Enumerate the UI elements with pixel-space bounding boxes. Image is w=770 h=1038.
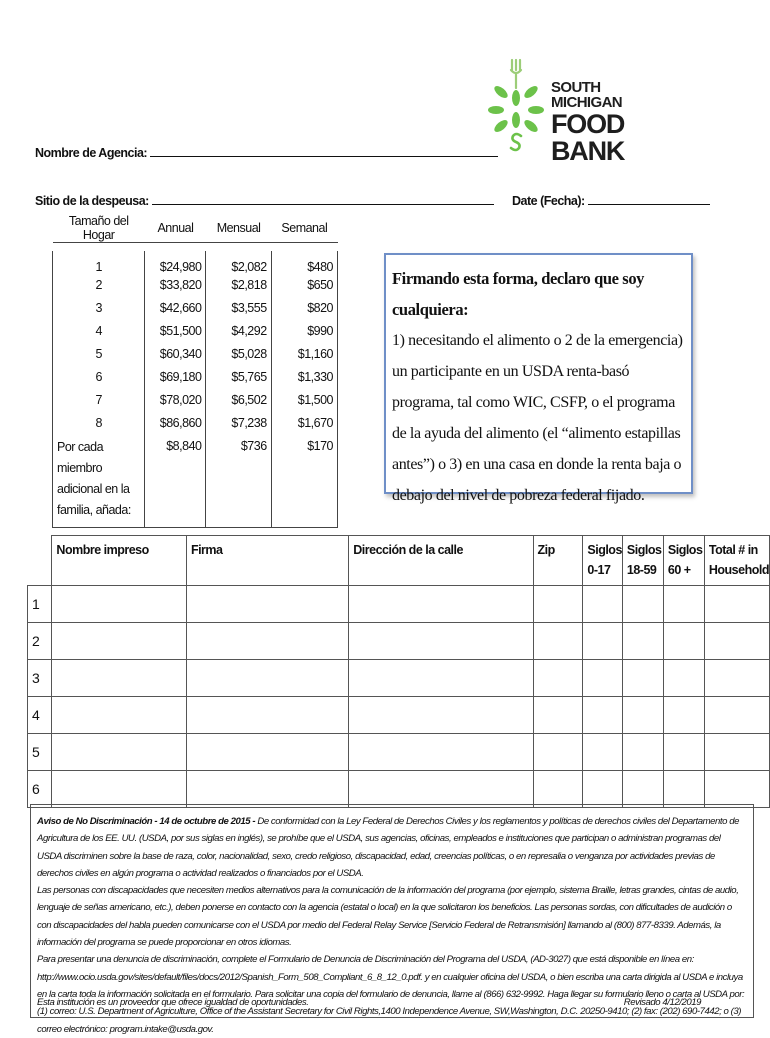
additional-annual: $8,840: [145, 437, 206, 528]
notice-lead: Aviso de No Discriminación - 14 de octubre de 2015 -: [37, 816, 256, 827]
household-total-cell[interactable]: [704, 660, 769, 697]
signature-cell[interactable]: [186, 660, 348, 697]
weekly-value: $820: [271, 299, 337, 322]
printed-name-cell[interactable]: [52, 623, 187, 660]
ages-60-plus-cell[interactable]: [663, 734, 704, 771]
table-row: [53, 276, 338, 299]
ages-0-17-cell[interactable]: [583, 697, 623, 734]
table-row: [53, 251, 338, 276]
printed-name-cell[interactable]: [52, 734, 187, 771]
ages-18-59-cell[interactable]: [622, 771, 663, 808]
row-number: 5: [28, 734, 52, 771]
weekly-value: $1,500: [271, 391, 337, 414]
pantry-site-label: Sitio de la despeusa:: [35, 194, 149, 208]
address-cell[interactable]: [349, 771, 533, 808]
ages-0-17-cell[interactable]: [583, 623, 623, 660]
table-row: [53, 414, 338, 437]
annual-value: $33,820: [145, 276, 206, 299]
annual-value: $51,500: [145, 322, 206, 345]
row-number: 3: [28, 660, 52, 697]
zip-cell[interactable]: [533, 697, 583, 734]
monthly-value: $5,765: [206, 368, 271, 391]
additional-weekly: $170: [271, 437, 337, 528]
zip-cell[interactable]: [533, 623, 583, 660]
agency-name-field: [35, 145, 498, 160]
household-size: 8: [53, 414, 145, 437]
non-discrimination-notice: [30, 804, 754, 1035]
table-row: [28, 586, 770, 623]
declaration-box: [384, 253, 693, 504]
zip-cell[interactable]: [533, 771, 583, 808]
household-total-cell[interactable]: [704, 771, 769, 808]
signature-cell[interactable]: [186, 623, 348, 660]
weekly-value: $480: [271, 251, 337, 276]
table-row: [53, 391, 338, 414]
table-row: [53, 368, 338, 391]
row-number-header: [28, 536, 52, 586]
ages-18-59-cell[interactable]: [622, 697, 663, 734]
household-total-cell[interactable]: [704, 623, 769, 660]
table-row: [28, 660, 770, 697]
zip-cell[interactable]: [533, 586, 583, 623]
agency-name-blank[interactable]: [150, 145, 498, 157]
logo-line-1: SOUTH MICHIGAN: [551, 79, 623, 111]
additional-member-row: [53, 437, 338, 528]
ages-0-17-cell[interactable]: [583, 734, 623, 771]
weekly-value: $1,160: [271, 345, 337, 368]
household-size: 4: [53, 322, 145, 345]
zip-cell[interactable]: [533, 660, 583, 697]
address-cell[interactable]: [349, 623, 533, 660]
annual-value: $42,660: [145, 299, 206, 322]
declaration-title: Firmando esta forma, declaro que soy cualquiera:: [392, 269, 645, 319]
monthly-value: $2,818: [206, 276, 271, 299]
household-total-header: Total # in Household: [704, 536, 769, 586]
income-guidelines-table: [52, 214, 338, 528]
weekly-value: $990: [271, 322, 337, 345]
ages-18-59-cell[interactable]: [622, 734, 663, 771]
weekly-value: $1,330: [271, 368, 337, 391]
income-header-row: [53, 214, 338, 243]
row-number: 4: [28, 697, 52, 734]
agency-name-label: Nombre de Agencia:: [35, 146, 148, 160]
printed-name-cell[interactable]: [52, 697, 187, 734]
address-cell[interactable]: [349, 697, 533, 734]
annual-value: $60,340: [145, 345, 206, 368]
logo-line-2: FOOD BANK: [551, 109, 625, 166]
pantry-site-field: [35, 193, 494, 208]
table-row: [28, 734, 770, 771]
address-cell[interactable]: [349, 586, 533, 623]
signature-cell[interactable]: [186, 771, 348, 808]
annual-value: $86,860: [145, 414, 206, 437]
additional-monthly: $736: [206, 437, 271, 528]
logo-mark-icon: [485, 58, 551, 158]
declaration-body: 1) necesitando el alimento o 2 de la emergencia) un participante en un USDA renta-basó programa, tal como WIC, CSFP, o el programa de la ayuda del alimento (el “alimento estapillas antes”) o 3) en una casa en donde la renta baja o debajo del nivel de pobreza federal fijado.: [392, 332, 683, 504]
household-size: 1: [53, 251, 145, 276]
date-blank[interactable]: [588, 193, 710, 205]
printed-name-cell[interactable]: [52, 660, 187, 697]
household-size: 7: [53, 391, 145, 414]
household-total-cell[interactable]: [704, 734, 769, 771]
household-size: 2: [53, 276, 145, 299]
pantry-site-blank[interactable]: [152, 193, 494, 205]
household-size: 6: [53, 368, 145, 391]
zip-cell[interactable]: [533, 734, 583, 771]
ages-0-17-cell[interactable]: [583, 771, 623, 808]
notice-paragraph-4: http://www.ocio.usda.gov/sites/default/files/docs/2012/Spanish_Form_508_Compliant_6_8_12_0.pdf. y en cualquier oficina del USDA, o bien escriba una carta dirigida al USDA e incluya en la carta toda la información solicitada en el formulario. Para solicitar una copia del formulario de denuncia, llame al (866) 632-9992. Haga llegar su formulario lleno o carta al USDA por: (1) correo: U.S. Department of Agriculture, Office of the Assistant Secretary for Civil Rights,1400 Independence Avenue, SW,Washington, D.C. 20250-9410; (2) fax: (202) 690-7442; o (3) correo electrónico: program.intake@usda.gov.: [37, 971, 745, 1035]
household-total-cell[interactable]: [704, 697, 769, 734]
monthly-value: $3,555: [206, 299, 271, 322]
address-cell[interactable]: [349, 660, 533, 697]
ages-60-plus-header: Siglos 60 +: [663, 536, 704, 586]
printed-name-header: Nombre impreso: [52, 536, 187, 586]
notice-paragraph-3: Para presentar una denuncia de discriminación, complete el Formulario de Denuncia de Discriminación del Programa del USDA, (AD-3027) que está disponible en línea en:: [37, 954, 694, 966]
notice-paragraph-1: De conformidad con la Ley Federal de Derechos Civiles y los reglamentos y políticas de derechos civiles del Departamento de Agricultura de los EE. UU. (USDA, por sus siglas en inglés), se prohíbe que el USDA, sus agencias, oficinas, empleados e instituciones que participan o administran programas del USDA discriminen sobre la base de raza, color, nacionalidad, sexo, credo religioso, discapacidad, edad, creencias políticas, o en represalia o venganza por actividades previas de derechos civiles en algún programa o actividad realizados o financiados por el USDA.: [37, 816, 739, 879]
table-row: [53, 322, 338, 345]
row-number: 6: [28, 771, 52, 808]
ages-60-plus-cell[interactable]: [663, 586, 704, 623]
signin-header-row: [28, 536, 770, 586]
annual-value: $78,020: [145, 391, 206, 414]
revision-date: Revisado 4/12/2019: [623, 996, 701, 1008]
monthly-value: $5,028: [206, 345, 271, 368]
table-row: [53, 345, 338, 368]
monthly-value: $2,082: [206, 251, 271, 276]
row-number: 1: [28, 586, 52, 623]
zip-header: Zip: [533, 536, 583, 586]
additional-member-label: Por cada miembro adicional en la familia, añada:: [53, 437, 145, 528]
ages-60-plus-cell[interactable]: [663, 623, 704, 660]
annual-value: $24,980: [145, 251, 206, 276]
signature-cell[interactable]: [186, 586, 348, 623]
ages-0-17-cell[interactable]: [583, 660, 623, 697]
ages-60-plus-cell[interactable]: [663, 697, 704, 734]
street-address-header: Dirección de la calle: [349, 536, 533, 586]
ages-60-plus-cell[interactable]: [663, 660, 704, 697]
household-size-header: Tamaño del Hogar: [68, 214, 129, 242]
household-size: 5: [53, 345, 145, 368]
ages-18-59-cell[interactable]: [622, 660, 663, 697]
table-row: [28, 771, 770, 808]
signature-header: Firma: [186, 536, 348, 586]
signature-cell[interactable]: [186, 734, 348, 771]
monthly-value: $7,238: [206, 414, 271, 437]
signature-cell[interactable]: [186, 697, 348, 734]
household-size: 3: [53, 299, 145, 322]
household-total-cell[interactable]: [704, 586, 769, 623]
table-row: [53, 299, 338, 322]
table-row: [28, 697, 770, 734]
monthly-value: $6,502: [206, 391, 271, 414]
monthly-value: $4,292: [206, 322, 271, 345]
date-label: Date (Fecha):: [512, 194, 585, 208]
weekly-header: Semanal: [281, 221, 328, 235]
ages-0-17-header: Siglos 0-17: [583, 536, 623, 586]
printed-name-cell[interactable]: [52, 586, 187, 623]
weekly-value: $650: [271, 276, 337, 299]
row-number: 2: [28, 623, 52, 660]
date-field: [512, 193, 710, 208]
annual-value: $69,180: [145, 368, 206, 391]
signin-table: [27, 535, 770, 808]
ages-18-59-cell[interactable]: [622, 586, 663, 623]
equal-opportunity-statement: Esta institución es un proveedor que ofrece igualdad de oportunidades.: [37, 996, 309, 1008]
monthly-header: Mensual: [216, 221, 261, 235]
ages-18-59-cell[interactable]: [622, 623, 663, 660]
address-cell[interactable]: [349, 734, 533, 771]
food-bank-logo: [485, 58, 660, 166]
weekly-value: $1,670: [271, 414, 337, 437]
ages-60-plus-cell[interactable]: [663, 771, 704, 808]
ages-0-17-cell[interactable]: [583, 586, 623, 623]
ages-18-59-header: Siglos 18-59: [622, 536, 663, 586]
notice-paragraph-2: Las personas con discapacidades que necesiten medios alternativos para la comunicación de la información del programa (por ejemplo, sistema Braille, letras grandes, cintas de audio, lenguaje de señas americano, etc.), deben ponerse en contacto con la agencia (estatal o local) en la que solicitaron los beneficios. Las personas sordas, con dificultades de audición o con discapacidades del habla pueden comunicarse con el USDA por medio del Federal Relay Service [Servicio Federal de Retransmisión] llamando al (800) 877-8339. Además, la información del programa se puede proporcionar en otros idiomas.: [37, 885, 739, 949]
annual-header: Annual: [157, 221, 194, 235]
table-row: [28, 623, 770, 660]
printed-name-cell[interactable]: [52, 771, 187, 808]
